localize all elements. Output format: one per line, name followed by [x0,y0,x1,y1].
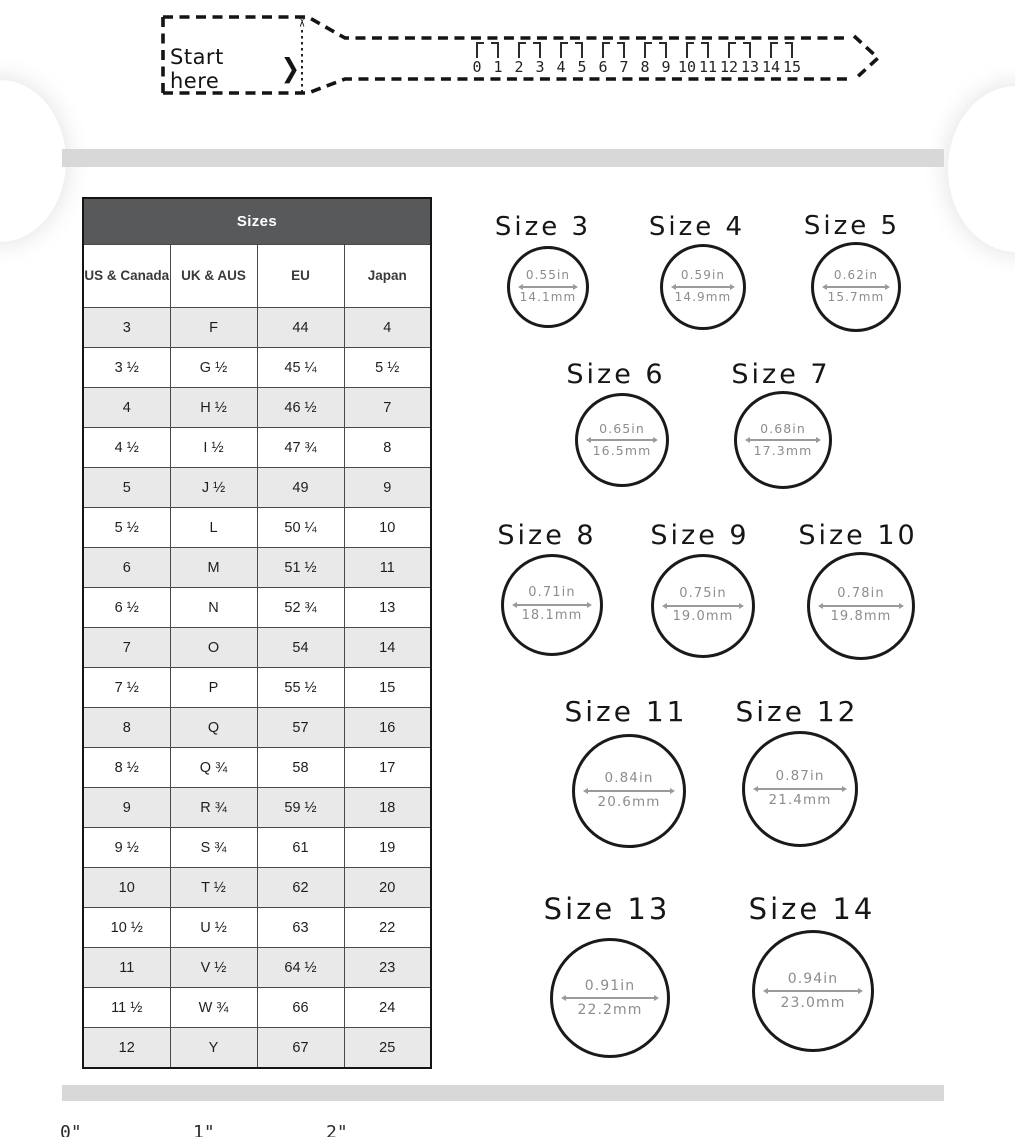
table-cell: 6 ½ [83,588,170,628]
diameter-inches-label: 0.59in [680,268,726,283]
ruler-tick [791,42,793,58]
table-cell: 20 [344,868,431,908]
ruler-tick-label: 9 [661,58,671,76]
ring-circle [572,734,686,848]
ruler-tick [539,42,541,58]
table-row [83,508,431,548]
table-cell: 22 [344,908,431,948]
diameter-mm-label: 18.1mm [521,608,583,623]
table-cell: N [170,588,257,628]
start-here-label [170,45,300,93]
table-cell: 55 ½ [257,668,344,708]
ruler-tick [686,42,688,58]
diameter-mm-label: 19.0mm [672,609,734,624]
table-cell: 13 [344,588,431,628]
table-row [83,828,431,868]
ruler-tick-label: 12 [719,58,739,76]
arrow-line [758,788,842,790]
diameter-mm-label: 14.1mm [519,290,577,304]
ruler-tick-label: 7 [619,58,629,76]
inch-mark-label: 1" [193,1122,215,1137]
table-cell: 4 ½ [83,428,170,468]
ruler-tick [707,42,709,58]
table-cell: I ½ [170,428,257,468]
arrowhead-right [739,603,744,609]
ruler-tick-label: 15 [782,58,802,76]
ring-circle [651,554,755,658]
column-header: EU [257,245,344,308]
ring-size-title: Size 3 [494,212,592,242]
arrowhead-right [670,788,675,794]
inch-mark-label: 2" [326,1122,348,1137]
arrow-line [768,990,858,992]
table-cell: 47 ¾ [257,428,344,468]
table-cell: R ¾ [170,788,257,828]
divider-bar-bottom [62,1085,944,1101]
table-row [83,308,431,348]
table-cell: 59 ½ [257,788,344,828]
ruler-tick-cap [772,42,778,44]
table-cell: 4 [344,308,431,348]
diameter-inches-label: 0.87in [775,768,825,785]
ruler-tick-cap [646,42,652,44]
table-cell: 14 [344,628,431,668]
ring-size-title: Size 13 [543,892,671,926]
table-cell: 49 [257,468,344,508]
arrowhead-right [654,995,659,1001]
table-cell: 11 [344,548,431,588]
table-row [83,668,431,708]
ruler-tick-label: 0 [472,58,482,76]
arrowhead-right [885,284,890,290]
ring-size-table [82,197,432,1069]
ruler-tick-cap [617,42,623,44]
table-cell: 9 [83,788,170,828]
arrow-line [823,605,899,607]
ruler-tick-cap [688,42,694,44]
diameter-inches-label: 0.84in [604,770,654,787]
table-cell: 18 [344,788,431,828]
arrow-line [566,997,654,999]
ring-size-title: Size 8 [497,520,597,551]
table-cell: 54 [257,628,344,668]
arrow-line [591,439,653,441]
table-cell: 51 ½ [257,548,344,588]
ruler-tick-label: 4 [556,58,566,76]
table-row [83,748,431,788]
column-header: US & Canada [83,245,170,308]
table-cell: 17 [344,748,431,788]
table-cell: 3 [83,308,170,348]
ring-circle [501,554,603,656]
arrowhead-right [816,437,821,443]
ring-circle [807,552,915,660]
ruler-tick-label: 10 [677,58,697,76]
diameter-mm-label: 19.8mm [830,609,892,624]
inch-mark-label: 0" [60,1122,82,1137]
table-cell: 8 [344,428,431,468]
table-cell: 7 ½ [83,668,170,708]
ruler-tick-label: 3 [535,58,545,76]
table-cell: 46 ½ [257,388,344,428]
table-row [83,468,431,508]
ruler-tick-cap [730,42,736,44]
table-cell: 16 [344,708,431,748]
diameter-mm-label: 15.7mm [827,290,885,304]
ring-size-title: Size 12 [735,695,859,728]
table-cell: 8 ½ [83,748,170,788]
ruler-tick-label: 5 [577,58,587,76]
table-row [83,868,431,908]
ruler-tick-cap [520,42,526,44]
table-cell: U ½ [170,908,257,948]
diameter-inches-label: 0.94in [787,970,839,987]
arrowhead-right [587,602,592,608]
ring-circle [550,938,670,1058]
table-cell: L [170,508,257,548]
table-cell: 3 ½ [83,348,170,388]
table-cell: 11 ½ [83,988,170,1028]
table-cell: 66 [257,988,344,1028]
arrow-line [588,790,670,792]
ring-size-title: Size 14 [748,892,876,926]
sizer-top-edge [163,17,850,38]
table-cell: 45 ¼ [257,348,344,388]
ruler-tick [581,42,583,58]
table-cell: H ½ [170,388,257,428]
arrow-line [523,286,573,288]
ring-circle [752,930,874,1052]
table-cell: O [170,628,257,668]
table-row [83,548,431,588]
ruler-tick [518,42,520,58]
table-row [83,908,431,948]
table-cell: 19 [344,828,431,868]
diameter-inches-label: 0.71in [528,585,576,601]
table-cell: 24 [344,988,431,1028]
ruler-tick [476,42,478,58]
carousel-prev-edge[interactable] [0,80,66,242]
ruler-tick-cap [659,42,665,44]
table-cell: 10 [344,508,431,548]
table-cell: W ¾ [170,988,257,1028]
diameter-inches-label: 0.78in [837,586,885,602]
table-cell: 7 [344,388,431,428]
table-cell: 63 [257,908,344,948]
arrow-line [667,605,739,607]
ruler-tick [497,42,499,58]
table-cell: 62 [257,868,344,908]
table-row [83,348,431,388]
ring-size-title: Size 11 [564,695,688,728]
table-cell: 6 [83,548,170,588]
table-row [83,708,431,748]
table-cell: T ½ [170,868,257,908]
table-cell: 10 [83,868,170,908]
ruler-tick-cap [701,42,707,44]
ring-size-title: Size 6 [566,359,666,390]
divider-bar-top [62,149,944,167]
table-cell: 4 [83,388,170,428]
table-cell: 57 [257,708,344,748]
ring-circle [734,391,832,489]
diameter-inches-label: 0.91in [584,977,636,994]
ring-size-title: Size 5 [803,211,901,241]
ruler-tick-cap [478,42,484,44]
arrowhead-right [842,786,847,792]
ruler-tick-label: 13 [740,58,760,76]
diameter-inches-label: 0.65in [599,420,645,436]
ruler-tick-label: 11 [698,58,718,76]
table-row [83,788,431,828]
ruler-tick-label: 14 [761,58,781,76]
diameter-mm-label: 22.2mm [577,1002,643,1018]
scissors-icon: ✂ [293,16,309,28]
arrow-line [827,286,885,288]
table-cell: 12 [83,1028,170,1069]
ruler-tick [770,42,772,58]
ruler-tick-cap [604,42,610,44]
table-row [83,628,431,668]
arrow-line [676,286,730,288]
ring-circle [811,242,901,332]
table-cell: V ½ [170,948,257,988]
table-cell: 7 [83,628,170,668]
table-cell: Q ¾ [170,748,257,788]
table-cell: 67 [257,1028,344,1069]
ruler-tick [623,42,625,58]
table-cell: 25 [344,1028,431,1069]
table-cell: 15 [344,668,431,708]
ruler-tick-cap [562,42,568,44]
table-cell: 5 [83,468,170,508]
table-cell: G ½ [170,348,257,388]
table-row [83,428,431,468]
ruler-tick-cap [743,42,749,44]
table-cell: 10 ½ [83,908,170,948]
table-cell: 58 [257,748,344,788]
ruler-tick-cap [785,42,791,44]
table-cell: J ½ [170,468,257,508]
ring-size-title: Size 7 [731,359,831,390]
arrowhead-right [858,988,863,994]
table-cell: M [170,548,257,588]
table-cell: 5 ½ [83,508,170,548]
table-cell: 8 [83,708,170,748]
arrow-line [750,439,816,441]
table-row [83,388,431,428]
diameter-inches-label: 0.68in [760,420,806,436]
arrow-line [517,604,587,606]
ruler-tick [602,42,604,58]
ring-circle [507,246,589,328]
table-cell: 50 ¼ [257,508,344,548]
ring-size-title: Size 4 [648,212,746,242]
table-row [83,988,431,1028]
table-cell: 61 [257,828,344,868]
diameter-mm-label: 20.6mm [597,794,661,810]
start-here-text: Start here [170,45,224,93]
ruler-tick [728,42,730,58]
column-header: Japan [344,245,431,308]
table-cell: F [170,308,257,348]
table-cell: 9 ½ [83,828,170,868]
ruler-tick [560,42,562,58]
ring-circle [742,731,858,847]
ruler-tick-label: 8 [640,58,650,76]
table-cell: S ¾ [170,828,257,868]
diameter-mm-label: 17.3mm [753,443,813,458]
ruler-tick-label: 2 [514,58,524,76]
table-cell: P [170,668,257,708]
ring-circle [575,393,669,487]
table-row [83,588,431,628]
ruler-tick-label: 1 [493,58,503,76]
ruler-tick-label: 6 [598,58,608,76]
table-cell: 52 ¾ [257,588,344,628]
ring-size-title: Size 10 [798,520,918,551]
table-cell: 64 ½ [257,948,344,988]
table-cell: 44 [257,308,344,348]
ring-size-title: Size 9 [650,520,750,551]
table-row [83,948,431,988]
ruler-tick-cap [491,42,497,44]
ruler-tick [665,42,667,58]
chevron-right-icon: ❯ [280,54,300,84]
ruler-tick [749,42,751,58]
ruler-tick [644,42,646,58]
ruler-tick-cap [575,42,581,44]
ruler-tick-cap [533,42,539,44]
diameter-mm-label: 16.5mm [592,443,652,458]
table-cell: Y [170,1028,257,1069]
table-cell: Q [170,708,257,748]
diameter-inches-label: 0.62in [833,268,879,283]
arrowhead-right [653,437,658,443]
diameter-mm-label: 23.0mm [780,995,846,1011]
diameter-mm-label: 14.9mm [674,290,732,304]
table-cell: 11 [83,948,170,988]
sizer-arrow-tip [854,36,878,80]
ring-circle [660,244,746,330]
table-title: Sizes [83,198,431,245]
table-cell: 23 [344,948,431,988]
diameter-inches-label: 0.75in [679,586,727,602]
arrowhead-right [899,603,904,609]
table-cell: 9 [344,468,431,508]
column-header: UK & AUS [170,245,257,308]
diameter-mm-label: 21.4mm [768,792,832,808]
table-cell: 5 ½ [344,348,431,388]
table-row [83,1028,431,1069]
diameter-inches-label: 0.55in [525,268,571,283]
